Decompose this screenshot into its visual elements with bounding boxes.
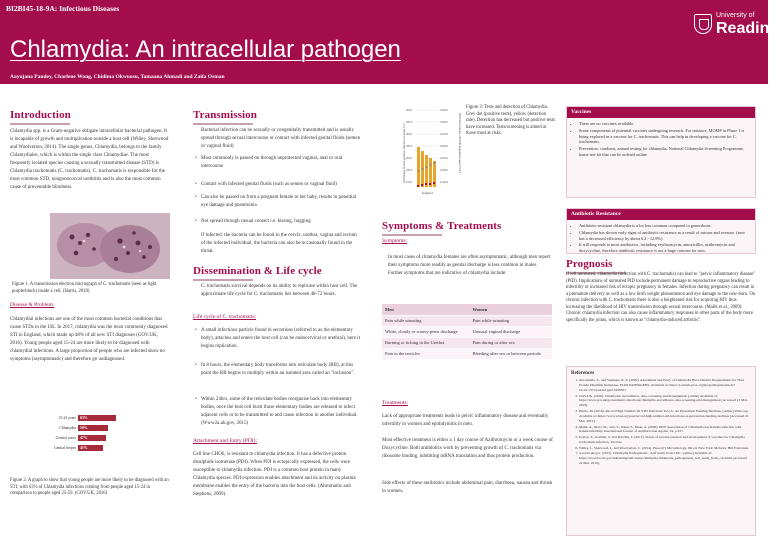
bar: 50% bbox=[78, 425, 108, 431]
lifecycle-bullet: • A small infectious particle found in secretions (referred to as the elementary body), attaches and enters the host cell (can be endocervical or urethral), here it begins replication. bbox=[201, 327, 361, 351]
list-item: • Some components of potential vaccines undergoing research. For instance, MOMP in Phase 1 is being explored as a vaccine for C. trachomatis. This can help in developing a vaccine for C. trachomatis. bbox=[579, 128, 751, 145]
table-cell: Pain in the testicles bbox=[382, 348, 470, 359]
transmission-bullet: • Not spread through casual contact i.e. kissing, hugging bbox=[201, 218, 361, 226]
table-cell: White, cloudy or watery penis discharge bbox=[382, 326, 470, 337]
svg-text:3,500: 3,500 bbox=[440, 120, 448, 124]
detection-chart-y-right-label: Detection rate per 100,000 population aged 15-24 bbox=[458, 113, 462, 173]
list-item: • There are no vaccines available. bbox=[579, 121, 751, 127]
table-row bbox=[382, 315, 552, 326]
bar: 63% bbox=[78, 415, 116, 421]
svg-text:20%: 20% bbox=[406, 156, 413, 160]
table-cell: Bleeding after sex or between periods bbox=[470, 348, 552, 359]
list-item: • Prevention: condoms, annual testing for chlamydia. National Chlamydia Screening Programme, home test kit that can be ordered online bbox=[579, 146, 751, 158]
svg-text:35%: 35% bbox=[406, 120, 413, 124]
age-bar-chart bbox=[52, 414, 142, 472]
transmission-intro: Bacterial infection can be sexually or congenitally transmitted and is usually spread through sexual intercourse or contact with infected genital fluids (semen or vaginal fluid) bbox=[201, 128, 361, 149]
poster-title: Chlamydia: An intracellular pathogen bbox=[10, 36, 401, 63]
symptoms-heading: Symptoms & Treatments bbox=[382, 220, 501, 236]
transmission-bullet: • Can also be passed on from a pregnant female to her baby, results in potential eye damage and pneumonia bbox=[201, 194, 361, 210]
bar: 41% bbox=[78, 445, 103, 451]
table-row bbox=[382, 337, 552, 348]
svg-text:30%: 30% bbox=[406, 132, 413, 136]
reference-item: 2. GOV.UK. (2016). Chlamydia: surveillance, data, screening and management. [online] Available at: https://www.gov.uk/government/collections/chlamydia-surveillance-data-screening-and-management [Accessed 21 Mar. 2019]. bbox=[579, 394, 751, 409]
micrograph-image bbox=[50, 213, 170, 279]
detection-chart-x-label: England bbox=[422, 191, 434, 195]
treatment-paragraph-2: Most effective treatment is either a 1 day course of Azithromycin or a week course of Doxycycline. Both antibiotics work by preventing growth of C. trachomatis via ribosome binding, inhibiting mRNA translation and thus protein production. bbox=[382, 438, 553, 459]
table-header: Women bbox=[470, 304, 552, 315]
symptoms-intro: In most cases of chlamydia females are often asymptomatic, although men report their symptoms more readily as genital discharge is less common in males. Further symptoms that are indicative of chlamydia include: bbox=[388, 255, 551, 276]
svg-text:25%: 25% bbox=[406, 144, 413, 148]
svg-text:2,500: 2,500 bbox=[440, 144, 448, 148]
svg-text:10%: 10% bbox=[406, 180, 413, 184]
vaccines-box bbox=[566, 106, 756, 198]
reference-item: 5. Poston, T., Gottlieb, S. and Darville, T. (2017). Status of vaccine research and development of vaccines for Chlamydia trachomatis infection. Vaccine. bbox=[579, 435, 751, 445]
table-header: Men bbox=[382, 304, 470, 315]
svg-text:15%: 15% bbox=[406, 168, 413, 172]
crest-icon bbox=[694, 14, 712, 34]
transmission-bullet: • Most commonly is passed on through unprotected vaginal, anal or oral intercourse bbox=[201, 155, 361, 171]
symptoms-table bbox=[382, 304, 552, 359]
reference-item: 1. Abromaitis, S., and Stephens, R. S. (2009). Attachment and Entry of Chlamydia Have Distinct Requirements for Host Protein Disulfide Isomerase. PLOS PATHOGENS. Available at: https://journals.plos.org/plospathogens/article?id=10.1371/journal.ppat.1000357 bbox=[579, 378, 751, 393]
table-cell: Pain during or after sex bbox=[470, 337, 552, 348]
references-heading: References bbox=[571, 371, 595, 376]
reference-item: 6. Willey, J., Sherwood, L. and Woolverton, C. (2014). Prescott's Microbiology. 9th ed. New York: McGraw Hill Education. bbox=[579, 446, 751, 451]
attachment-subheading: Attachment and Entry (PDI): bbox=[193, 438, 257, 444]
references-box bbox=[566, 366, 756, 536]
table-cell: Pain while urinating bbox=[470, 315, 552, 326]
bar-category-label: Chlamydia bbox=[59, 426, 76, 430]
bar-category-label: Genital herpes bbox=[53, 446, 76, 450]
bar-row bbox=[52, 444, 142, 452]
lifecycle-heading: Dissemination & Life cycle bbox=[193, 265, 322, 281]
svg-text:4,000: 4,000 bbox=[440, 108, 448, 112]
detection-chart bbox=[400, 103, 462, 203]
table-cell: Unusual vaginal discharge bbox=[470, 326, 552, 337]
logo-line-2: Reading bbox=[716, 20, 779, 37]
treatment-paragraph-3: Side effects of these antibiotics include abdominal pain, diarrhoea, nausea and thrush in women. bbox=[382, 481, 553, 494]
svg-text:1,000: 1,000 bbox=[440, 180, 448, 184]
lifecycle-subheading: Life cycle of C. trachomatis: bbox=[193, 314, 257, 320]
bar-row bbox=[52, 434, 142, 442]
reference-item: 4. Malik, A., Rizvi, M., Jain, S., Khan, F., Khan, A. (2009). PID? Association of Chlamydia trachomatis infection with female infertility. International Journal of Antimicrobial Agents, 34, p.S57. bbox=[579, 425, 751, 435]
treatment-paragraph-1: Lack of appropriate treatments leads to pelvic inflammatory disease and eventually infertility in women and epididymitis in men. bbox=[382, 414, 549, 427]
table-cell: Pain while urinating bbox=[382, 315, 470, 326]
disease-body: Chlamydial infections are one of the most common bacterial conditions that cause STDs in the UK. In 2017, chlamydia was the most commonly diagnosed STI in England, which made up 48% of all new STI diagnoses (GOV.UK, 2016). Young people aged 15-24 are more likely to be diagnosed with chlamydial infections. A large proportion of people who are infected show no symptoms (asymptomatic) and therefore go undiagnosed. bbox=[10, 317, 168, 362]
lifecycle-bullet: • Within 24hrs, some of the reticulate bodies reorganise back into elementary bodies, once the host cell burst those elementary bodies are released to infect adjacent cells or to be transmitted to and cause infection in another individual. (Www2a.uk.gov, 2015) bbox=[201, 396, 361, 428]
svg-text:1,500: 1,500 bbox=[440, 168, 448, 172]
svg-text:2,000: 2,000 bbox=[440, 156, 448, 160]
bar: 47% bbox=[78, 435, 106, 441]
svg-text:40%: 40% bbox=[406, 108, 413, 112]
reference-item: 3. Harris, M. (2018). Record High Number Of STD Infections In U.S.. As Prevention Funding Declines. [online] Wbur.org. Available at: https://www.wbur.org/post/record-high-number-std-infections-as-prevention-funding-declines [Accessed 21 Mar. 2019]. bbox=[579, 409, 751, 424]
transmission-outro: If infected, the bacteria can be found in the cervix, urethra, vagina and rectum of the infected individual, the bacteria can also be occasionally found in the throat. bbox=[201, 233, 357, 254]
university-logo bbox=[694, 12, 779, 52]
course-code: BI2BI45-18-9A: Infectious Diseases bbox=[6, 4, 120, 13]
bar-category-label: Genital warts bbox=[55, 436, 76, 440]
list-item: • Chlamydia has shown early signs of antibiotic resistance as a result of misuse and overuse. (now has a decreased efficiency by about 6.2 - 12.8%) bbox=[579, 230, 751, 242]
lifecycle-bullet: • In 8 hours, the elementary body transforms into reticulate body (RB), at this point the RB begins to multiply within an isolated area called an "inclusion". bbox=[201, 362, 361, 378]
attachment-body: Cell line CHO6, is resistant to chlamydia infection. It has a defective protein disulphide isomerase (PDI). When PDI is ectopically expressed, the cells were susceptible to chlamydia infection. PDI is a common host protein in many Chlamydia species. PDI expression enables attachment and its activity on plasma membrane enables the entry of the bacteria into the host cells. (Abromaitis and Stephens, 2009). bbox=[193, 452, 356, 497]
symptoms-subheading: Symptoms: bbox=[382, 238, 408, 244]
disease-heading: Disease & Problem: bbox=[10, 302, 55, 308]
lifecycle-intro: C. trachomatis survival depends on its ability to replicate within host cell. The approximate life cycle for C. trachomatis lies between 48-72 hours. bbox=[201, 284, 358, 297]
intro-body: Chlamydia spp. is a Gram-negative obligate intracellular bacterial pathogen. It is incapable of growth and multiplication outside a host cell (Willey, Sherwood and Woolverton, 2014). The single genus, Chlamydia, belongs to the family Chlamydiales, which is within the single class Chlamydiae. The most frequently isolated species causing a sexually transmitted disease (STD) is Chlamydia trachomatis (C. trachomatis). C. trachomatis is responsible for the most common STD, nongonococcal urethritis and is also the most common cause of preventable blindness. bbox=[10, 129, 169, 190]
table-cell: Burning or itching in the Urethra bbox=[382, 337, 470, 348]
resistance-box bbox=[566, 208, 756, 254]
vaccines-heading: Vaccines bbox=[567, 107, 755, 118]
bar-row bbox=[52, 414, 142, 422]
bar-category-label: 15-24 years bbox=[58, 416, 76, 420]
resistance-heading: Antibiotic Resistance bbox=[567, 209, 755, 220]
table-row bbox=[382, 348, 552, 359]
transmission-heading: Transmission bbox=[193, 109, 257, 125]
poster-header bbox=[0, 0, 779, 84]
table-header-row bbox=[382, 304, 552, 315]
figure-1-caption: Figure 1. A transmission electron micrograph of C. trachomatis (seen as light purple/black) inside a cell. (Harris, 2018) bbox=[12, 282, 157, 294]
authors: Aayujana Pandey, Charlene Wong, Chidima Okwuosu, Tamaana Ahmadi and Zaifa Osman bbox=[10, 74, 225, 80]
detection-chart-y-left-label: Percentage of tests positive and test coverage (%) bbox=[402, 123, 406, 183]
transmission-bullet: • Contact with infected genital fluids (such as semen or vaginal fluid) bbox=[201, 181, 361, 189]
reference-item: 7. www2a.uk.gov. (2015). Chlamydia Pathogenesis - Self Study from CDC. [online] Available at: https://www2a.cdc.gov/stdtraining/self-study/chlamydia/chlamydia_pathogenesis_self_study_from_cdc.html [Accessed 22 Mar. 2019]. bbox=[579, 451, 751, 466]
intro-heading: Introduction bbox=[10, 109, 71, 125]
table-row bbox=[382, 326, 552, 337]
prognosis-body: If left untreated, chlamydia (infection with C. trachomatis) can lead to "pelvic inflammatory disease" (PID). Implications of untreated PID include permanent damage to reproductive organs leading to infertility or increased risk of ectopic pregnancy in females. Infection during pregnancy can result in a premature delivery as well as a low birth weight phenomenon and eye damage to the new-born. On chronic infection with C. trachomatis there is also a heightened risk for acquiring HIV thus increasing the likelihood of HIV transmission through sexual intercourse. (Malik et al., 2009). Chronic chlamydia infection can also cause inflammatory responses in other parts of the body more specifically the joints, which is known as "chlamydia-induced arthritis". bbox=[566, 272, 756, 323]
svg-text:3,000: 3,000 bbox=[440, 132, 448, 136]
figure-3-caption: Figure 3: Tests and detection of Chlamydia. Grey dot (positive tests), yellow (detection rate). Detection has decreased but positive tests have increased. Tests/screening is aimed at those most at risks. bbox=[466, 105, 555, 136]
treatments-subheading: Treatments: bbox=[382, 400, 409, 406]
figure-2-caption: Figure 2. A graph to show that young people are more likely to be diagnosed with an STI, with 63% of Chlamydia infections coming from people aged 15-24 in comparison to people aged 25-59. (GOV.UK, 2016) bbox=[10, 478, 169, 496]
prognosis-heading: Prognosis bbox=[566, 258, 626, 274]
bar-row bbox=[52, 424, 142, 432]
list-item: • It still responds to most antibiotics, including erythromycin, amoxicillin, azithromycin and doxycycline, therefore antibiotic resistance is not a huge concern for now. bbox=[579, 242, 751, 254]
logo-line-1: University of bbox=[716, 12, 755, 19]
list-item: • Antibiotic-resistant chlamydia is a lot less common compared to gonorrhoea. bbox=[579, 223, 751, 229]
